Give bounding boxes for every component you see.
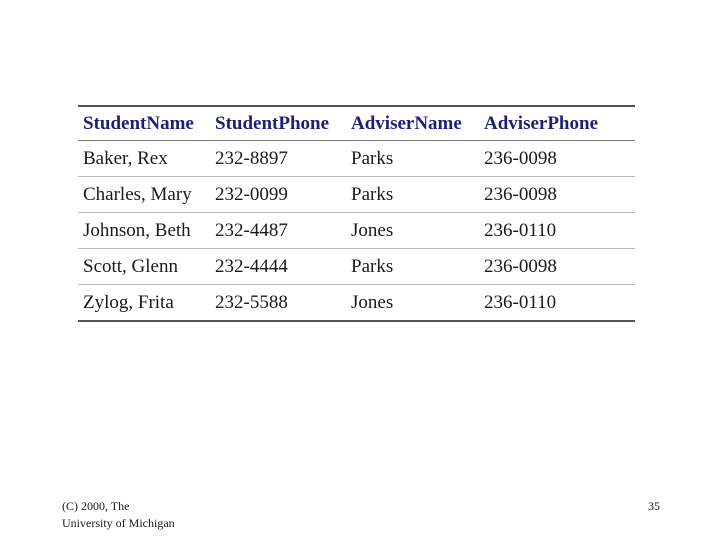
table-header (78, 106, 635, 141)
cell-adviser-name: Jones (346, 285, 479, 322)
cell-adviser-name: Parks (346, 249, 479, 285)
copyright-line-2: University of Michigan (62, 516, 175, 530)
cell-student-name: Johnson, Beth (78, 213, 210, 249)
page-number: 35 (648, 499, 660, 513)
header-adviser-name: AdviserName (346, 106, 479, 141)
header-row (78, 106, 635, 141)
copyright-line-1: (C) 2000, The (62, 499, 130, 513)
cell-adviser-phone: 236-0098 (479, 141, 635, 177)
cell-student-name: Zylog, Frita (78, 285, 210, 322)
cell-adviser-phone: 236-0110 (479, 285, 635, 322)
table-row (78, 213, 635, 249)
cell-adviser-phone: 236-0098 (479, 249, 635, 285)
header-adviser-phone: AdviserPhone (479, 106, 635, 141)
table-row (78, 285, 635, 322)
cell-adviser-name: Jones (346, 213, 479, 249)
cell-adviser-name: Parks (346, 141, 479, 177)
table-row (78, 141, 635, 177)
cell-adviser-name: Parks (346, 177, 479, 213)
cell-student-phone: 232-5588 (210, 285, 346, 322)
cell-adviser-phone: 236-0110 (479, 213, 635, 249)
header-student-name: StudentName (78, 106, 210, 141)
cell-student-name: Charles, Mary (78, 177, 210, 213)
cell-student-phone: 232-4444 (210, 249, 346, 285)
cell-student-name: Baker, Rex (78, 141, 210, 177)
table-body (78, 141, 635, 322)
cell-adviser-phone: 236-0098 (479, 177, 635, 213)
cell-student-name: Scott, Glenn (78, 249, 210, 285)
header-student-phone: StudentPhone (210, 106, 346, 141)
table-row (78, 177, 635, 213)
copyright-notice (62, 498, 175, 532)
cell-student-phone: 232-4487 (210, 213, 346, 249)
student-adviser-table (78, 105, 635, 322)
table-row (78, 249, 635, 285)
cell-student-phone: 232-8897 (210, 141, 346, 177)
cell-student-phone: 232-0099 (210, 177, 346, 213)
